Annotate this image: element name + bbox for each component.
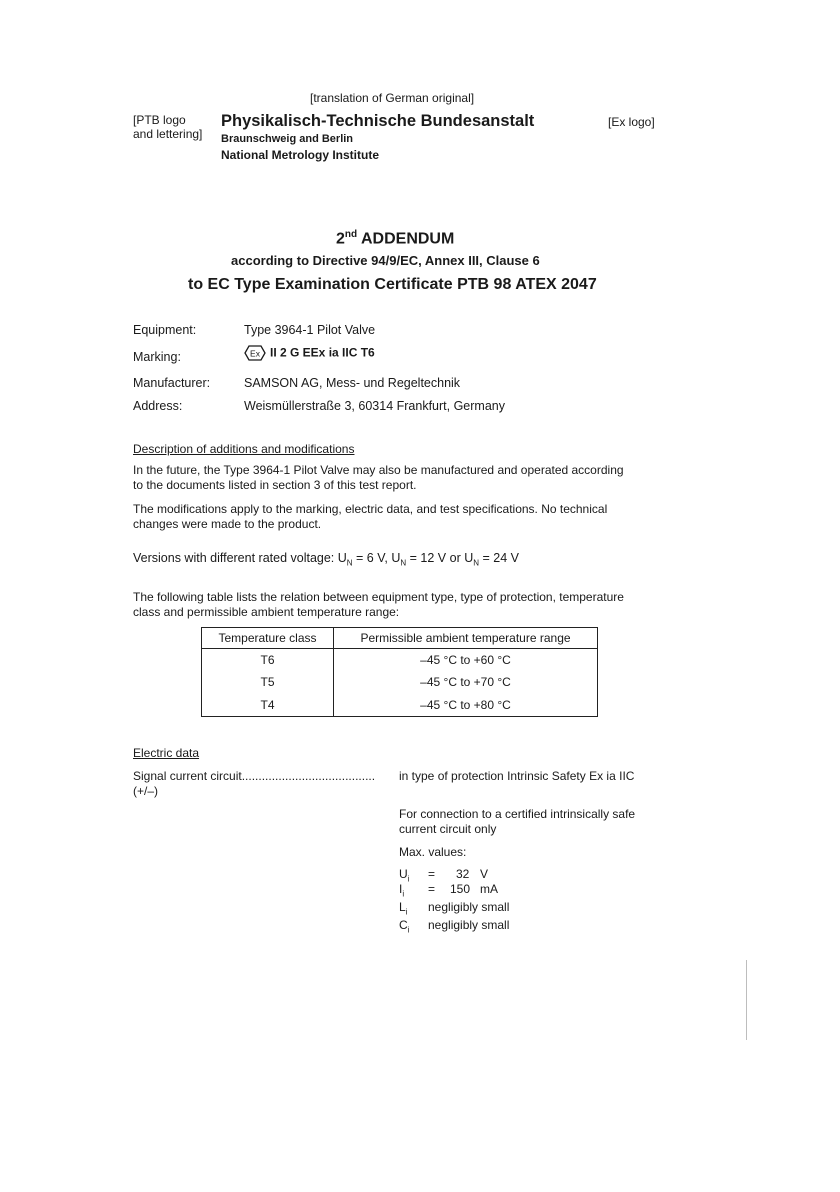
ambient-range-cell: –45 °C to +80 °C <box>420 697 511 712</box>
ptb-logo-placeholder <box>133 113 202 141</box>
rated-voltage-line <box>133 551 519 568</box>
scan-margin-line <box>746 960 747 1040</box>
connection-line1: For connection to a certified intrinsically safe <box>399 807 636 821</box>
translation-note: [translation of German original] <box>310 91 475 105</box>
param-symbol-subscript: i <box>405 907 408 917</box>
description-p1-line2: to the documents listed in section 3 of this test report. <box>133 478 417 492</box>
signal-circuit-polarity: (+/–) <box>133 784 159 798</box>
versions-value-24v: = 24 V <box>479 551 519 565</box>
param-value: negligibly small <box>428 900 510 914</box>
signal-circuit-label: Signal current circuit........................................ <box>133 769 376 783</box>
versions-prefix: Versions with different rated voltage: U <box>133 551 347 565</box>
institution-cities: Braunschweig and Berlin <box>221 133 354 145</box>
header-temperature-class: Temperature class <box>202 628 334 649</box>
param-symbol-subscript: i <box>407 874 410 884</box>
param-symbol-letter: U <box>399 867 408 881</box>
param-symbol <box>399 918 409 934</box>
param-symbol <box>399 867 409 883</box>
description-p1-line1: In the future, the Type 3964-1 Pilot Valve may also be manufactured and operated according <box>133 463 624 477</box>
temperature-class-cell: T5 <box>202 671 334 693</box>
voltage-subscript-1: N <box>346 558 353 568</box>
table-intro-line2: class and permissible ambient temperature range: <box>133 605 400 619</box>
ambient-range-cell: –45 °C to +70 °C <box>420 675 511 690</box>
manufacturer-label: Manufacturer: <box>133 376 211 390</box>
manufacturer-value: SAMSON AG, Mess- und Regeltechnik <box>244 376 461 390</box>
header-ambient-range: Permissible ambient temperature range <box>334 628 598 649</box>
marking-value: II 2 G EEx ia IIC T6 <box>270 345 375 360</box>
addendum-number: 2 <box>336 230 345 248</box>
param-unit: mA <box>480 882 498 896</box>
param-symbol-subscript: i <box>407 925 410 935</box>
address-label: Address: <box>133 399 183 413</box>
protection-type: in type of protection Intrinsic Safety Ex ia IIC <box>399 769 635 783</box>
temperature-class-cell: T6 <box>202 649 334 672</box>
ex-logo-placeholder: [Ex logo] <box>608 115 655 129</box>
table-header-row <box>202 628 598 649</box>
addendum-word: ADDENDUM <box>357 230 455 248</box>
temperature-table <box>201 627 598 717</box>
param-value: 150 <box>450 882 471 896</box>
table-intro-line1: The following table lists the relation between equipment type, type of protection, temperature <box>133 590 624 604</box>
addendum-title <box>336 229 454 248</box>
institution-subtitle: National Metrology Institute <box>221 148 380 162</box>
table-row <box>202 649 598 672</box>
table-row <box>202 694 598 717</box>
max-values-label: Max. values: <box>399 845 467 859</box>
equipment-value: Type 3964-1 Pilot Valve <box>244 323 376 337</box>
versions-value-6v: = 6 V, U <box>352 551 401 565</box>
temperature-class-cell: T4 <box>202 694 334 717</box>
param-value: 32 <box>456 867 470 881</box>
param-equals: = <box>428 882 436 896</box>
param-equals: = <box>428 867 436 881</box>
voltage-subscript-2: N <box>400 558 407 568</box>
param-symbol-letter: I <box>399 882 403 896</box>
param-unit: V <box>480 867 489 881</box>
ex-hexagon-icon <box>244 345 266 361</box>
certificate-line: to EC Type Examination Certificate PTB 98 ATEX 2047 <box>188 276 597 293</box>
institution-name: Physikalisch-Technische Bundesanstalt <box>221 112 535 130</box>
param-symbol <box>399 882 404 898</box>
description-p2-line1: The modifications apply to the marking, electric data, and test specifications. No technical <box>133 502 608 516</box>
ptb-logo-line-2: and lettering] <box>133 127 203 141</box>
ex-symbol-text: Ex <box>250 348 260 359</box>
directive-line: according to Directive 94/9/EC, Annex III, Clause 6 <box>231 253 540 268</box>
marking-label: Marking: <box>133 350 181 364</box>
addendum-ordinal: nd <box>344 229 358 240</box>
connection-line2: current circuit only <box>399 822 497 836</box>
ambient-range-cell: –45 °C to +60 °C <box>420 653 511 668</box>
param-symbol-letter: C <box>399 918 408 932</box>
param-symbol <box>399 900 407 916</box>
description-p2-line2: changes were made to the product. <box>133 517 322 531</box>
ptb-logo-line-1: [PTB logo <box>133 113 186 127</box>
param-symbol-letter: L <box>399 900 406 914</box>
electric-heading: Electric data <box>133 746 200 760</box>
equipment-label: Equipment: <box>133 323 197 337</box>
marking-value-row <box>244 345 375 361</box>
param-value: negligibly small <box>428 918 510 932</box>
table-row <box>202 671 598 693</box>
param-symbol-subscript: i <box>402 889 405 899</box>
description-heading: Description of additions and modifications <box>133 442 355 456</box>
address-value: Weismüllerstraße 3, 60314 Frankfurt, Germany <box>244 399 505 413</box>
versions-value-12v: = 12 V or U <box>406 551 474 565</box>
voltage-subscript-3: N <box>473 558 480 568</box>
